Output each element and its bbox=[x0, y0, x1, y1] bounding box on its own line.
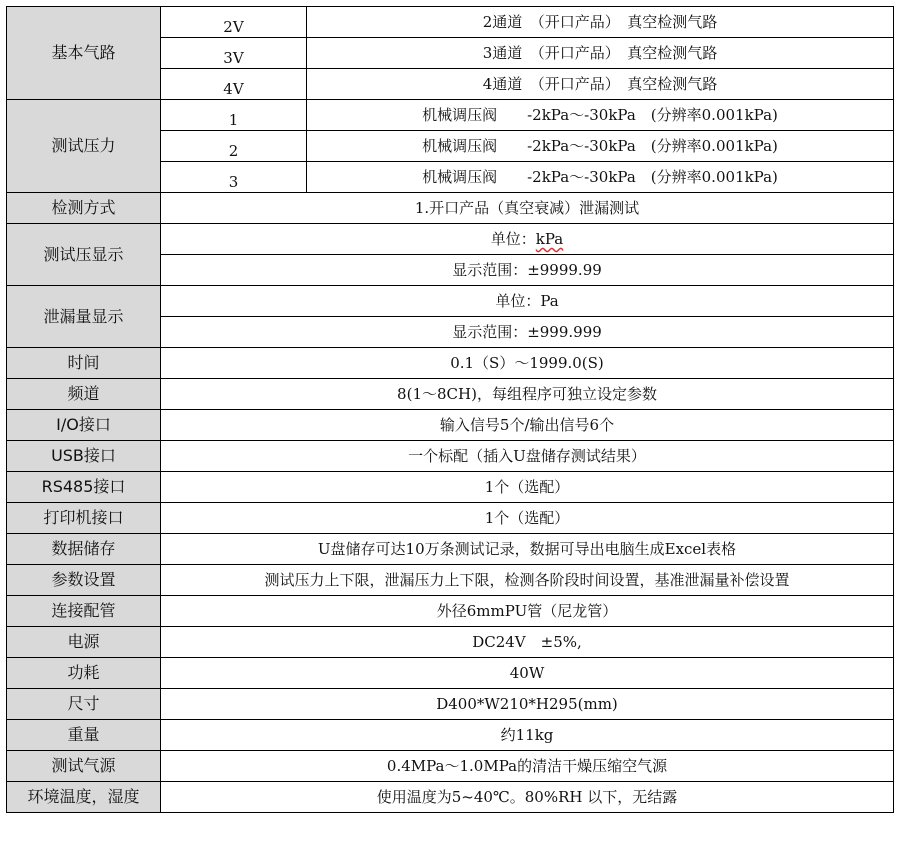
cell-value: 8(1～8CH)，每组程序可独立设定参数 bbox=[161, 379, 894, 410]
row-label-params: 参数设置 bbox=[7, 565, 161, 596]
spec-table bbox=[6, 6, 894, 813]
cell-value: 显示范围：±999.999 bbox=[161, 317, 894, 348]
cell-value: 一个标配（插入U盘储存测试结果） bbox=[161, 441, 894, 472]
cell-value: 输入信号5个/输出信号6个 bbox=[161, 410, 894, 441]
row-label-leak-display: 泄漏量显示 bbox=[7, 286, 161, 348]
table-row bbox=[7, 751, 894, 782]
table-row bbox=[7, 348, 894, 379]
cell-desc: 机械调压阀 -2kPa～-30kPa (分辨率0.001kPa) bbox=[307, 162, 894, 193]
table-row bbox=[7, 7, 894, 38]
table-row bbox=[7, 565, 894, 596]
cell-value: 40W bbox=[161, 658, 894, 689]
cell-value: 单位：Pa bbox=[161, 286, 894, 317]
cell-index: 3 bbox=[161, 162, 307, 193]
cell-value: D400*W210*H295(mm) bbox=[161, 689, 894, 720]
cell-value bbox=[161, 224, 894, 255]
cell-desc: 机械调压阀 -2kPa～-30kPa (分辨率0.001kPa) bbox=[307, 131, 894, 162]
cell-index: 3V bbox=[161, 38, 307, 69]
cell-desc: 4通道 （开口产品） 真空检测气路 bbox=[307, 69, 894, 100]
table-row bbox=[7, 658, 894, 689]
unit-value: kPa bbox=[535, 230, 564, 248]
table-row bbox=[7, 379, 894, 410]
cell-value: 0.1（S）～1999.0(S) bbox=[161, 348, 894, 379]
row-label-basic-gas: 基本气路 bbox=[7, 7, 161, 100]
cell-value: U盘储存可达10万条测试记录，数据可导出电脑生成Excel表格 bbox=[161, 534, 894, 565]
row-label-io: I/O接口 bbox=[7, 410, 161, 441]
row-label-pressure-display: 测试压显示 bbox=[7, 224, 161, 286]
row-label-power: 电源 bbox=[7, 627, 161, 658]
table-row bbox=[7, 286, 894, 317]
table-row bbox=[7, 534, 894, 565]
row-label-storage: 数据储存 bbox=[7, 534, 161, 565]
cell-desc: 2通道 （开口产品） 真空检测气路 bbox=[307, 7, 894, 38]
row-label-pipe: 连接配管 bbox=[7, 596, 161, 627]
row-label-size: 尺寸 bbox=[7, 689, 161, 720]
row-label-channel: 频道 bbox=[7, 379, 161, 410]
cell-value: 1个（选配） bbox=[161, 472, 894, 503]
cell-value: DC24V ±5%, bbox=[161, 627, 894, 658]
table-row bbox=[7, 100, 894, 131]
table-row bbox=[7, 503, 894, 534]
cell-index: 1 bbox=[161, 100, 307, 131]
table-row bbox=[7, 410, 894, 441]
row-label-consumption: 功耗 bbox=[7, 658, 161, 689]
table-row bbox=[7, 224, 894, 255]
row-label-weight: 重量 bbox=[7, 720, 161, 751]
cell-value: 1.开口产品（真空衰减）泄漏测试 bbox=[161, 193, 894, 224]
cell-value: 1个（选配） bbox=[161, 503, 894, 534]
table-row bbox=[7, 596, 894, 627]
row-label-time: 时间 bbox=[7, 348, 161, 379]
table-row bbox=[7, 472, 894, 503]
table-row bbox=[7, 720, 894, 751]
cell-value: 外径6mmPU管（尼龙管） bbox=[161, 596, 894, 627]
cell-index: 2V bbox=[161, 7, 307, 38]
table-row bbox=[7, 689, 894, 720]
row-label-test-pressure: 测试压力 bbox=[7, 100, 161, 193]
cell-value: 使用温度为5~40℃。80%RH 以下，无结露 bbox=[161, 782, 894, 813]
cell-desc: 3通道 （开口产品） 真空检测气路 bbox=[307, 38, 894, 69]
cell-value: 测试压力上下限，泄漏压力上下限，检测各阶段时间设置，基准泄漏量补偿设置 bbox=[161, 565, 894, 596]
unit-prefix: 单位： bbox=[490, 230, 536, 248]
row-label-printer: 打印机接口 bbox=[7, 503, 161, 534]
cell-index: 2 bbox=[161, 131, 307, 162]
cell-value: 0.4MPa～1.0MPa的清洁干燥压缩空气源 bbox=[161, 751, 894, 782]
cell-index: 4V bbox=[161, 69, 307, 100]
cell-value: 约11kg bbox=[161, 720, 894, 751]
row-label-gas-source: 测试气源 bbox=[7, 751, 161, 782]
table-row bbox=[7, 627, 894, 658]
cell-value: 显示范围：±9999.99 bbox=[161, 255, 894, 286]
table-row bbox=[7, 441, 894, 472]
row-label-usb: USB接口 bbox=[7, 441, 161, 472]
table-row bbox=[7, 193, 894, 224]
cell-desc: 机械调压阀 -2kPa～-30kPa (分辨率0.001kPa) bbox=[307, 100, 894, 131]
row-label-detect-method: 检测方式 bbox=[7, 193, 161, 224]
row-label-environment: 环境温度，湿度 bbox=[7, 782, 161, 813]
row-label-rs485: RS485接口 bbox=[7, 472, 161, 503]
table-row bbox=[7, 782, 894, 813]
